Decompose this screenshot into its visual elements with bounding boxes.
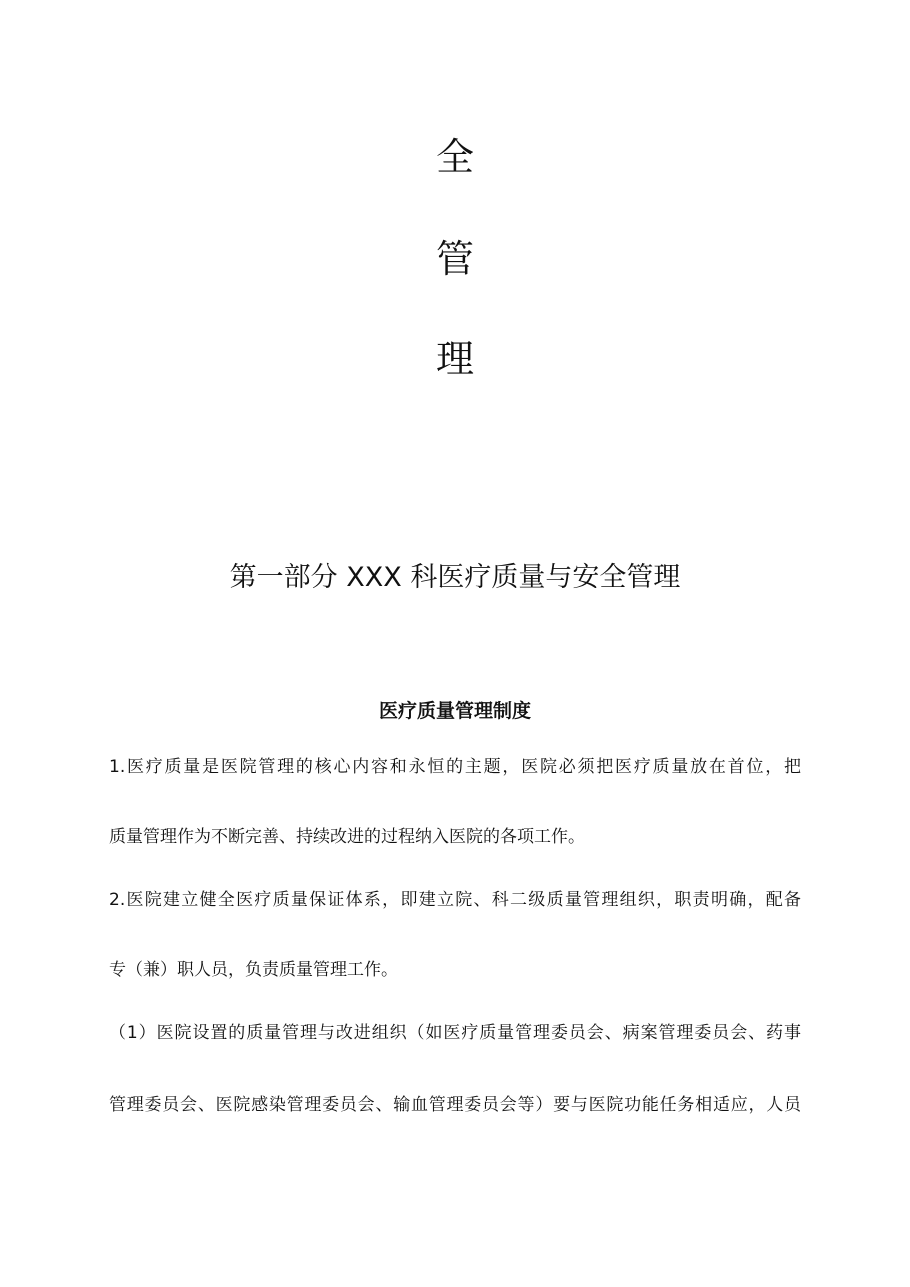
part-title: 第一部分 XXX 科医疗质量与安全管理	[229, 562, 681, 593]
paragraph-2-line-2: 专（兼）职人员，负责质量管理工作。	[109, 960, 398, 980]
paragraph-1-line-1: 1.医疗质量是医院管理的核心内容和永恒的主题，医院必须把医疗质量放在首位，把	[109, 757, 801, 777]
cover-title-char-2: 管	[435, 237, 474, 281]
paragraph-1-line-2: 质量管理作为不断完善、持续改进的过程纳入医院的各项工作。	[109, 827, 585, 847]
cover-title-char-3: 理	[435, 337, 474, 381]
section-title: 医疗质量管理制度	[378, 700, 531, 722]
paragraph-2-line-1: 2.医院建立健全医疗质量保证体系，即建立院、科二级质量管理组织，职责明确，配备	[109, 890, 801, 910]
paragraph-3-line-1: （1）医院设置的质量管理与改进组织（如医疗质量管理委员会、病案管理委员会、药事	[109, 1023, 801, 1043]
paragraph-3-line-2: 管理委员会、医院感染管理委员会、输血管理委员会等）要与医院功能任务相适应，人员	[109, 1095, 801, 1115]
cover-title-char-1: 全	[435, 135, 474, 179]
